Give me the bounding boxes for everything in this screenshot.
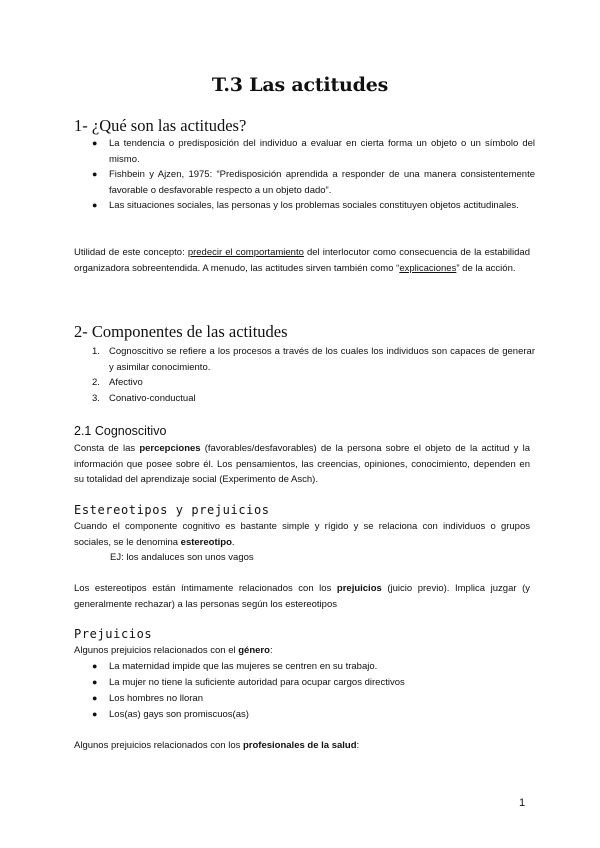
estereotipos-heading: Estereotipos y prejuicios [74, 503, 270, 517]
bullet-icon: ● [92, 169, 98, 179]
list-item-text: Los hombres no lloran [109, 693, 203, 704]
item-text: Cognoscitivo se refiere a los procesos a través de los cuales los individuos son capaces de generar y asimilar conocimiento. [109, 346, 535, 373]
bullet-icon: ● [92, 693, 98, 703]
bold-term: profesionales de la salud [243, 740, 357, 751]
bullet-icon: ● [92, 138, 98, 148]
list-item [92, 198, 532, 229]
section-2-heading: 2- Componentes de las actitudes [74, 322, 288, 341]
example-line: EJ: los andaluces son unos vagos [110, 552, 254, 563]
list-item-text: La maternidad impide que las mujeres se centren en su trabajo. [109, 661, 378, 672]
section-1-heading: 1- ¿Qué son las actitudes? [74, 116, 247, 135]
item-number: 1. [92, 346, 100, 357]
text-run: Consta de las [74, 443, 140, 454]
genero-intro [74, 643, 530, 659]
cognoscitivo-paragraph [74, 441, 530, 488]
numbered-item [92, 344, 535, 375]
bold-term: género [238, 645, 270, 656]
item-text: Afectivo [109, 377, 143, 388]
page-title: T.3 Las actitudes [211, 74, 389, 96]
text-run: : [269, 645, 273, 656]
item-number: 2. [92, 377, 100, 388]
list-item-text: La mujer no tiene la suficiente autoridad para ocupar cargos directivos [109, 677, 405, 688]
list-item [92, 136, 535, 167]
list-item-text: Las situaciones sociales, las personas y los problemas sociales constituyen objetos actitudinales. [109, 200, 519, 211]
salud-intro [74, 738, 530, 754]
item-number: 3. [92, 393, 100, 404]
prejuicios-heading: Prejuicios [74, 627, 153, 641]
item-text: Conativo-conductual [109, 393, 196, 404]
text-run: ” de la acción. [456, 262, 516, 274]
list-item-text: Fishbein y Ajzen, 1975: “Predisposición aprendida a responder de una manera consistentemente favorable o desfavorable respecto a un objeto dado”. [109, 169, 535, 196]
bold-term: prejuicios [336, 583, 382, 594]
underlined-term: explicaciones [399, 262, 457, 274]
estereotipos-paragraph [74, 519, 530, 550]
bullet-icon: ● [92, 709, 98, 719]
text-run: Algunos prejuicios relacionados con los [74, 740, 243, 751]
text-run: : [356, 740, 360, 751]
text-run: (favorables/desfavorables) de la persona sobre el objeto de la actitud y la información que posee sobre él. Los pensamientos, las creencias, opiniones, conocimiento, dependen en su totalidad del aprendizaje social (Experimento de Asch). [74, 443, 530, 485]
text-run: Utilidad de este concepto: [74, 247, 188, 258]
text-run: . [231, 536, 235, 548]
subsection-heading: 2.1 Cognoscitivo [74, 424, 167, 438]
text-run: del interlocutor como consecuencia de la estabilidad organizadora sobreentendida. A menudo, las actitudes sirven también como “ [74, 247, 530, 274]
text-run: (juicio previo). Implica juzgar (y generalmente rechazar) a las personas según los estereotipos [74, 583, 530, 610]
page-number: 1 [519, 797, 526, 809]
prejuicios-relation-paragraph [74, 581, 530, 612]
underlined-term: predecir el comportamiento [187, 247, 304, 258]
bold-term: percepciones [139, 443, 201, 454]
list-item [92, 167, 535, 198]
text-run: Algunos prejuicios relacionados con el [74, 645, 239, 656]
bullet-icon: ● [92, 677, 98, 687]
utilidad-paragraph [74, 245, 530, 276]
bullet-icon: ● [92, 200, 98, 210]
list-item-text: Los(as) gays son promiscuos(as) [109, 709, 249, 720]
text-run: Los estereotipos están íntimamente relacionados con los [74, 583, 337, 594]
bold-term: estereotipo [180, 536, 232, 548]
bullet-icon: ● [92, 661, 98, 671]
text-run: Cuando el componente cognitivo es bastante simple y rígido y se relaciona con individuos o grupos sociales, se le denomina [74, 521, 530, 548]
list-item-text: La tendencia o predisposición del individuo a evaluar en cierta forma un objeto o un símbolo del mismo. [109, 138, 535, 165]
